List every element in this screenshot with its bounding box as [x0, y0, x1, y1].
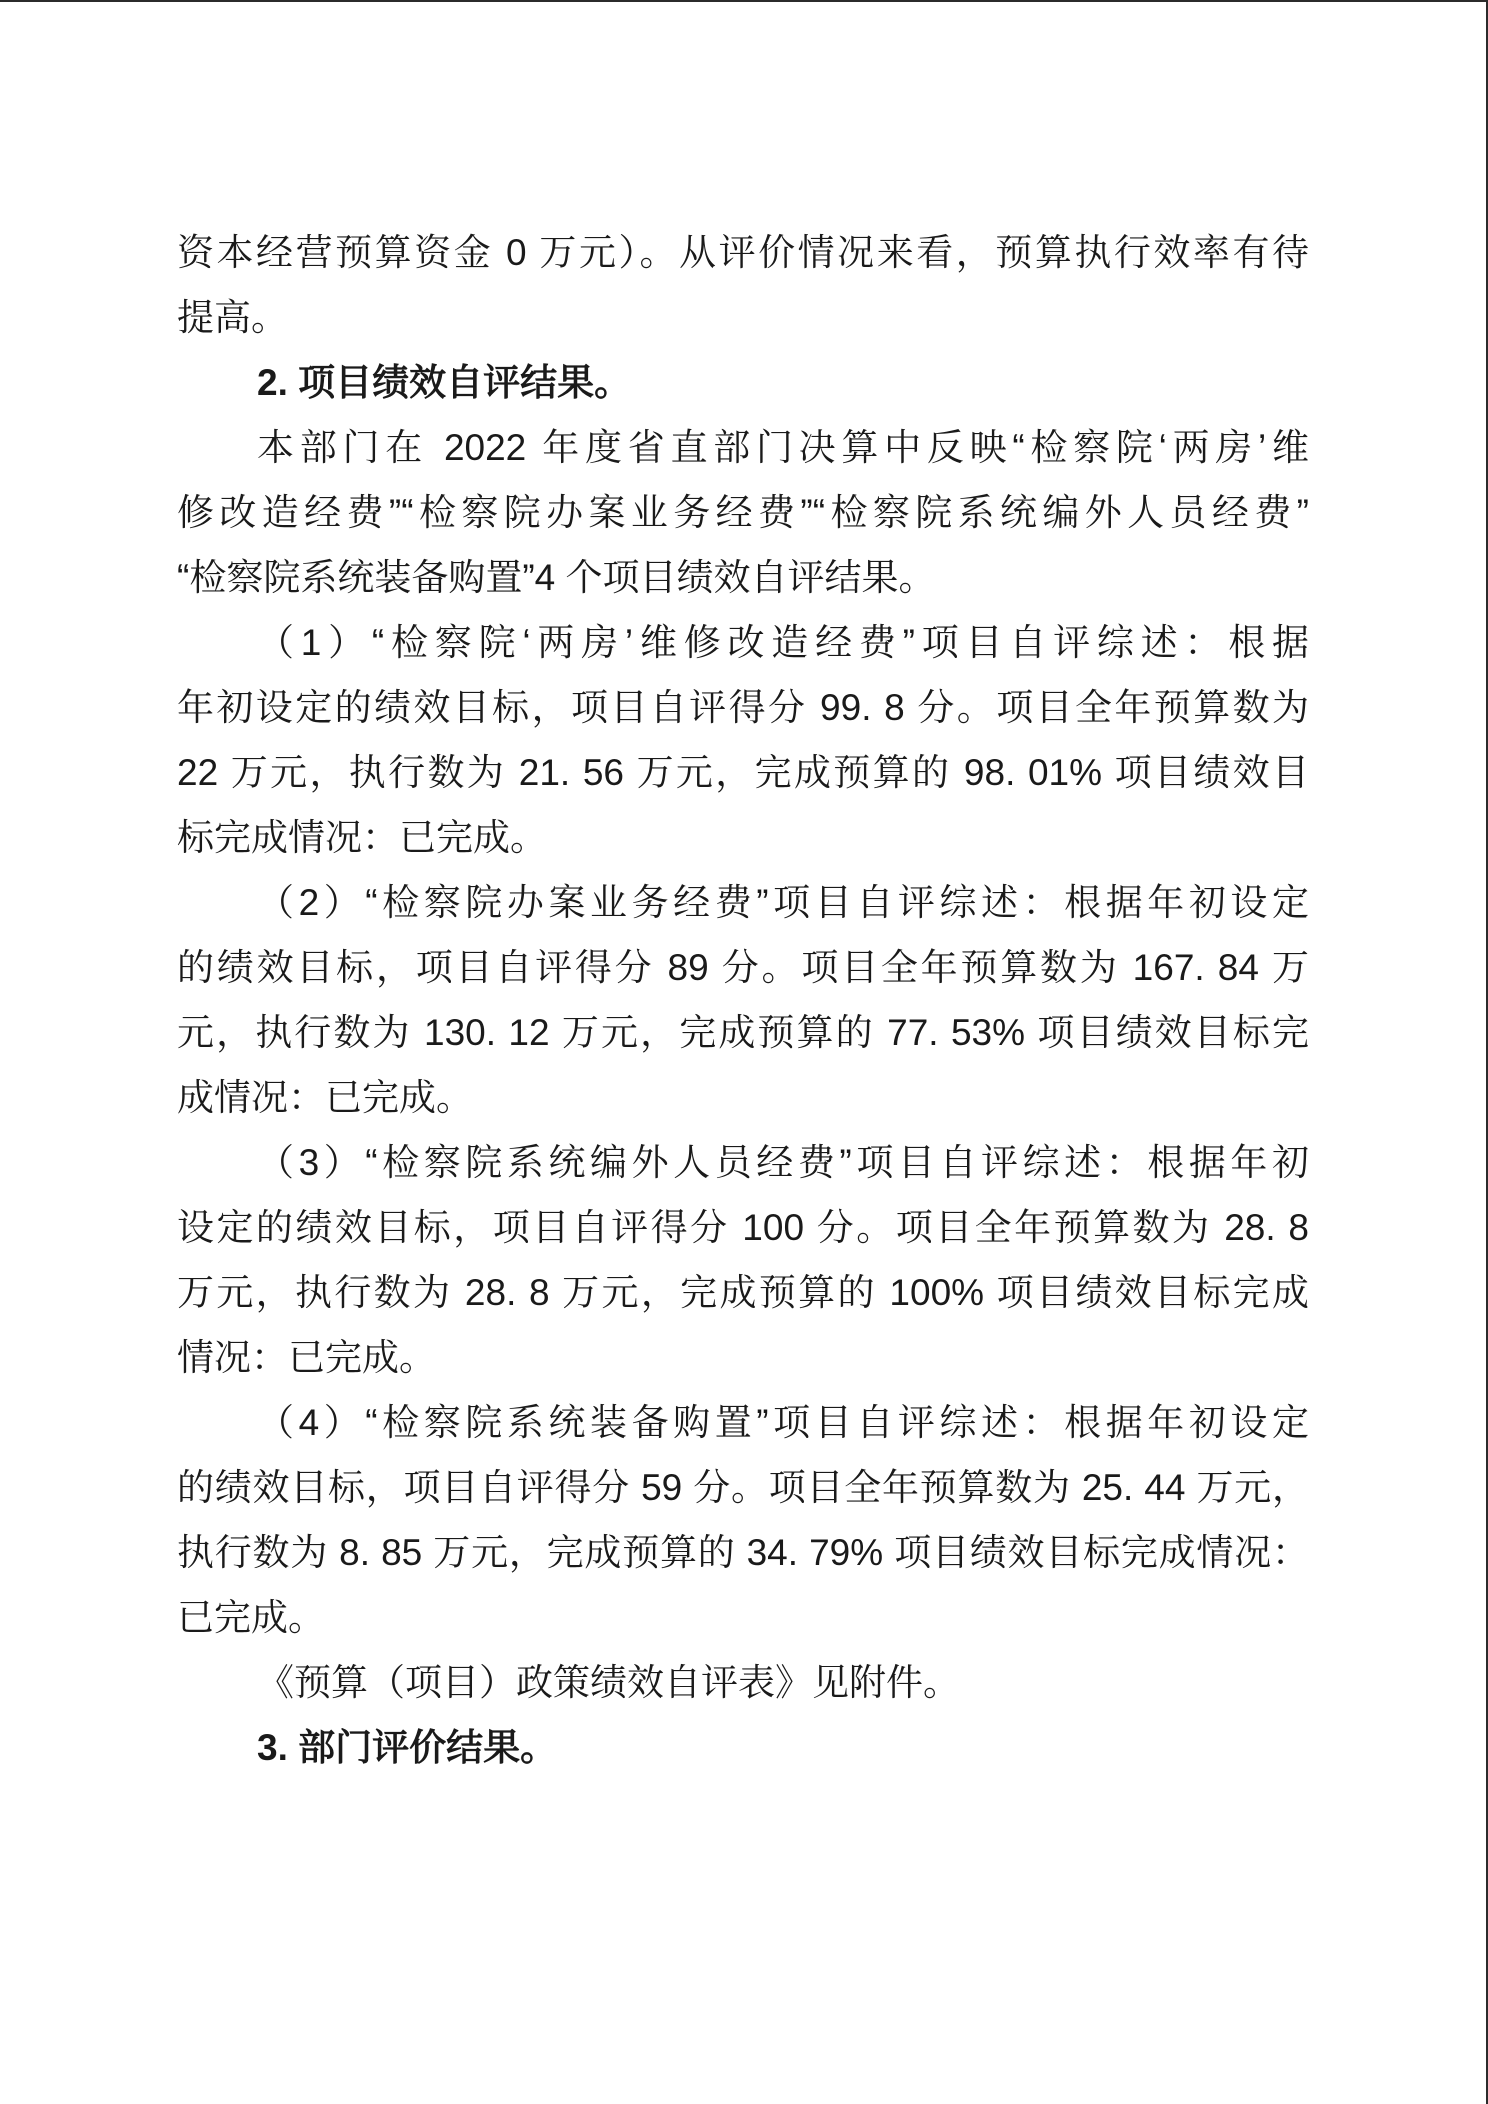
paragraph-line: 元，执行数为 130. 12 万元，完成预算的 77. 53% 项目绩效目标完: [177, 1012, 1309, 1053]
paragraph-line: 的绩效目标，项目自评得分 89 分。项目全年预算数为 167. 84 万: [177, 947, 1309, 988]
paragraph-line: 22 万元，执行数为 21. 56 万元，完成预算的 98. 01% 项目绩效目: [177, 752, 1309, 793]
paragraph-line: “检察院系统装备购置”4 个项目绩效自评结果。: [177, 557, 936, 598]
continuation-paragraph: [177, 220, 1309, 350]
paragraph-line: （1）“检察院‘两房’维修改造经费”项目自评综述：根据: [257, 622, 1309, 663]
paragraph-line: 成情况：已完成。: [177, 1077, 473, 1118]
paragraph-line: 的绩效目标，项目自评得分 59 分。项目全年预算数为 25. 44 万元，: [177, 1467, 1309, 1508]
paragraph-line: 万元，执行数为 28. 8 万元，完成预算的 100% 项目绩效目标完成: [177, 1272, 1309, 1313]
project-item-1-paragraph: [177, 610, 1309, 870]
paragraph-line: 已完成。: [177, 1597, 325, 1638]
section-2-intro-paragraph: [177, 415, 1309, 610]
document-body: [177, 220, 1309, 1780]
paragraph-line: 资本经营预算资金 0 万元）。从评价情况来看，预算执行效率有待: [177, 232, 1309, 273]
paragraph-line: （4）“检察院系统装备购置”项目自评综述：根据年初设定: [257, 1402, 1309, 1443]
project-item-3-paragraph: [177, 1130, 1309, 1390]
paragraph-line: 本部门在 2022 年度省直部门决算中反映“检察院‘两房’维: [257, 427, 1309, 468]
section-3-heading: 3. 部门评价结果。: [257, 1727, 558, 1768]
paragraph-line: （2）“检察院办案业务经费”项目自评综述：根据年初设定: [257, 882, 1309, 923]
project-item-2-paragraph: [177, 870, 1309, 1130]
paragraph-line: 标完成情况：已完成。: [177, 817, 547, 858]
section-2-heading: 2. 项目绩效自评结果。: [257, 362, 632, 403]
project-item-4-paragraph: [177, 1390, 1309, 1650]
paragraph-line: 年初设定的绩效目标，项目自评得分 99. 8 分。项目全年预算数为: [177, 687, 1309, 728]
paragraph-line: 执行数为 8. 85 万元，完成预算的 34. 79% 项目绩效目标完成情况：: [177, 1532, 1309, 1573]
paragraph-line: 修改造经费”“检察院办案业务经费”“检察院系统编外人员经费”: [177, 492, 1309, 533]
attachment-note: 《预算（项目）政策绩效自评表》见附件。: [257, 1662, 960, 1703]
paragraph-line: 设定的绩效目标，项目自评得分 100 分。项目全年预算数为 28. 8: [177, 1207, 1309, 1248]
paragraph-line: 提高。: [177, 297, 288, 338]
paragraph-line: 情况：已完成。: [177, 1337, 436, 1378]
paragraph-line: （3）“检察院系统编外人员经费”项目自评综述：根据年初: [257, 1142, 1309, 1183]
